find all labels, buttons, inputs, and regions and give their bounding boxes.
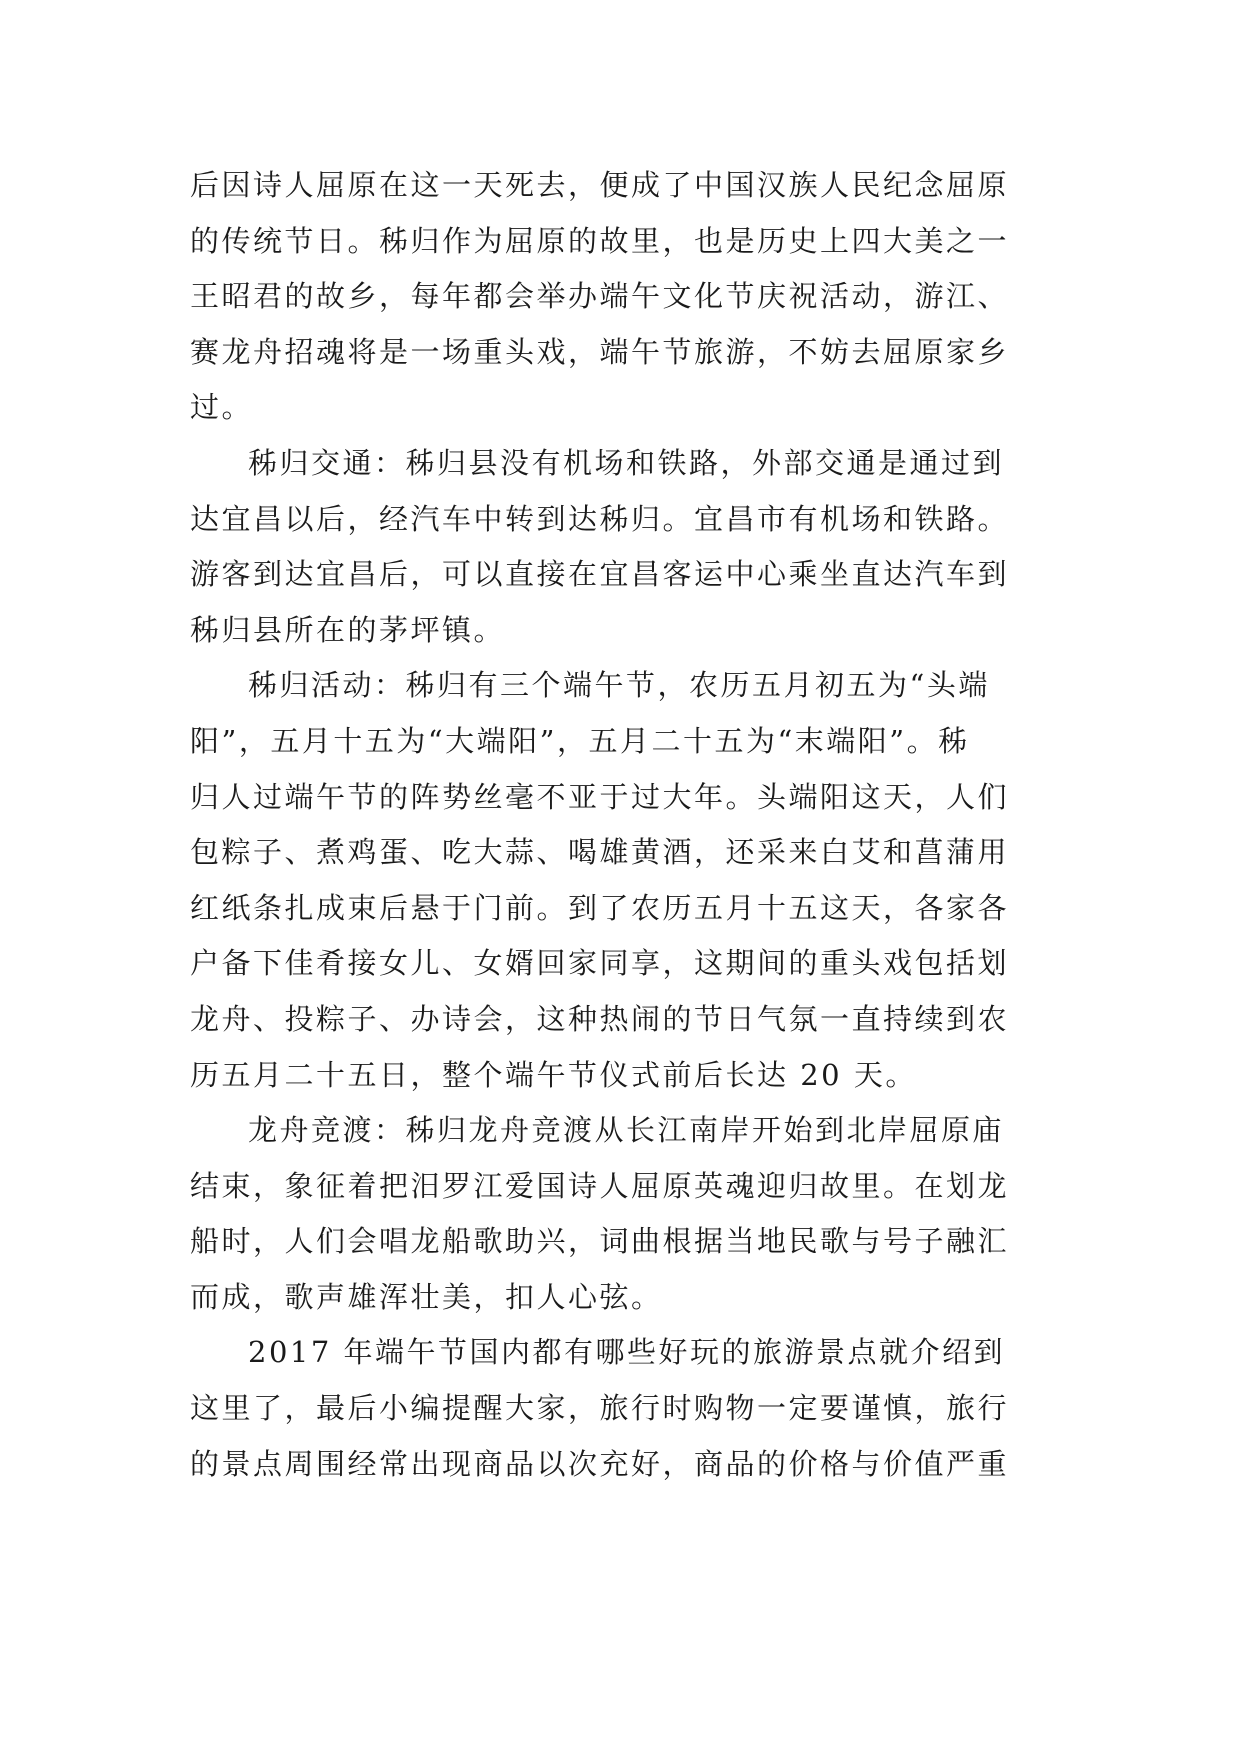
text-line: 船时，人们会唱龙船歌助兴，词曲根据当地民歌与号子融汇 bbox=[190, 1224, 1010, 1259]
text-line: 过。 bbox=[190, 390, 254, 425]
paragraph-first-line: 秭归交通：秭归县没有机场和铁路，外部交通是通过到 bbox=[248, 445, 1005, 480]
text-line: 的景点周围经常出现商品以次充好，商品的价格与价值严重 bbox=[190, 1446, 1010, 1481]
text-line: 户备下佳肴接女儿、女婿回家同享，这期间的重头戏包括划 bbox=[190, 946, 1010, 981]
text-line: 阳”，五月十五为“大端阳”，五月二十五为“末端阳”。秭 bbox=[190, 723, 970, 758]
text-line: 包粽子、煮鸡蛋、吃大蒜、喝雄黄酒，还采来白艾和菖蒲用 bbox=[190, 835, 1010, 870]
paragraph-first-line: 龙舟竞渡：秭归龙舟竞渡从长江南岸开始到北岸屈原庙 bbox=[248, 1113, 1005, 1148]
text-line: 历五月二十五日，整个端午节仪式前后长达 20 天。 bbox=[190, 1057, 917, 1092]
paragraph-first-line: 2017 年端午节国内都有哪些好玩的旅游景点就介绍到 bbox=[248, 1335, 1006, 1370]
text-line: 龙舟、投粽子、办诗会，这种热闹的节日气氛一直持续到农 bbox=[190, 1001, 1010, 1036]
text-line: 的传统节日。秭归作为屈原的故里，也是历史上四大美之一 bbox=[190, 223, 1010, 258]
body-text bbox=[190, 158, 1070, 1492]
text-line: 王昭君的故乡，每年都会举办端午文化节庆祝活动，游江、 bbox=[190, 279, 1010, 314]
text-line: 结束，象征着把汨罗江爱国诗人屈原英魂迎归故里。在划龙 bbox=[190, 1168, 1010, 1203]
text-line: 秭归县所在的茅坪镇。 bbox=[190, 612, 506, 647]
text-line: 这里了，最后小编提醒大家，旅行时购物一定要谨慎，旅行 bbox=[190, 1391, 1010, 1426]
text-line: 达宜昌以后，经汽车中转到达秭归。宜昌市有机场和铁路。 bbox=[190, 501, 1010, 536]
text-line: 而成，歌声雄浑壮美，扣人心弦。 bbox=[190, 1279, 663, 1314]
text-line: 归人过端午节的阵势丝毫不亚于过大年。头端阳这天，人们 bbox=[190, 779, 1010, 814]
paragraph-first-line: 秭归活动：秭归有三个端午节，农历五月初五为“头端 bbox=[248, 668, 990, 703]
text-line: 后因诗人屈原在这一天死去，便成了中国汉族人民纪念屈原 bbox=[190, 168, 1010, 202]
text-line: 赛龙舟招魂将是一场重头戏，端午节旅游，不妨去屈原家乡 bbox=[190, 334, 1010, 369]
text-line: 红纸条扎成束后悬于门前。到了农历五月十五这天，各家各 bbox=[190, 890, 1010, 925]
text-line: 游客到达宜昌后，可以直接在宜昌客运中心乘坐直达汽车到 bbox=[190, 557, 1010, 592]
